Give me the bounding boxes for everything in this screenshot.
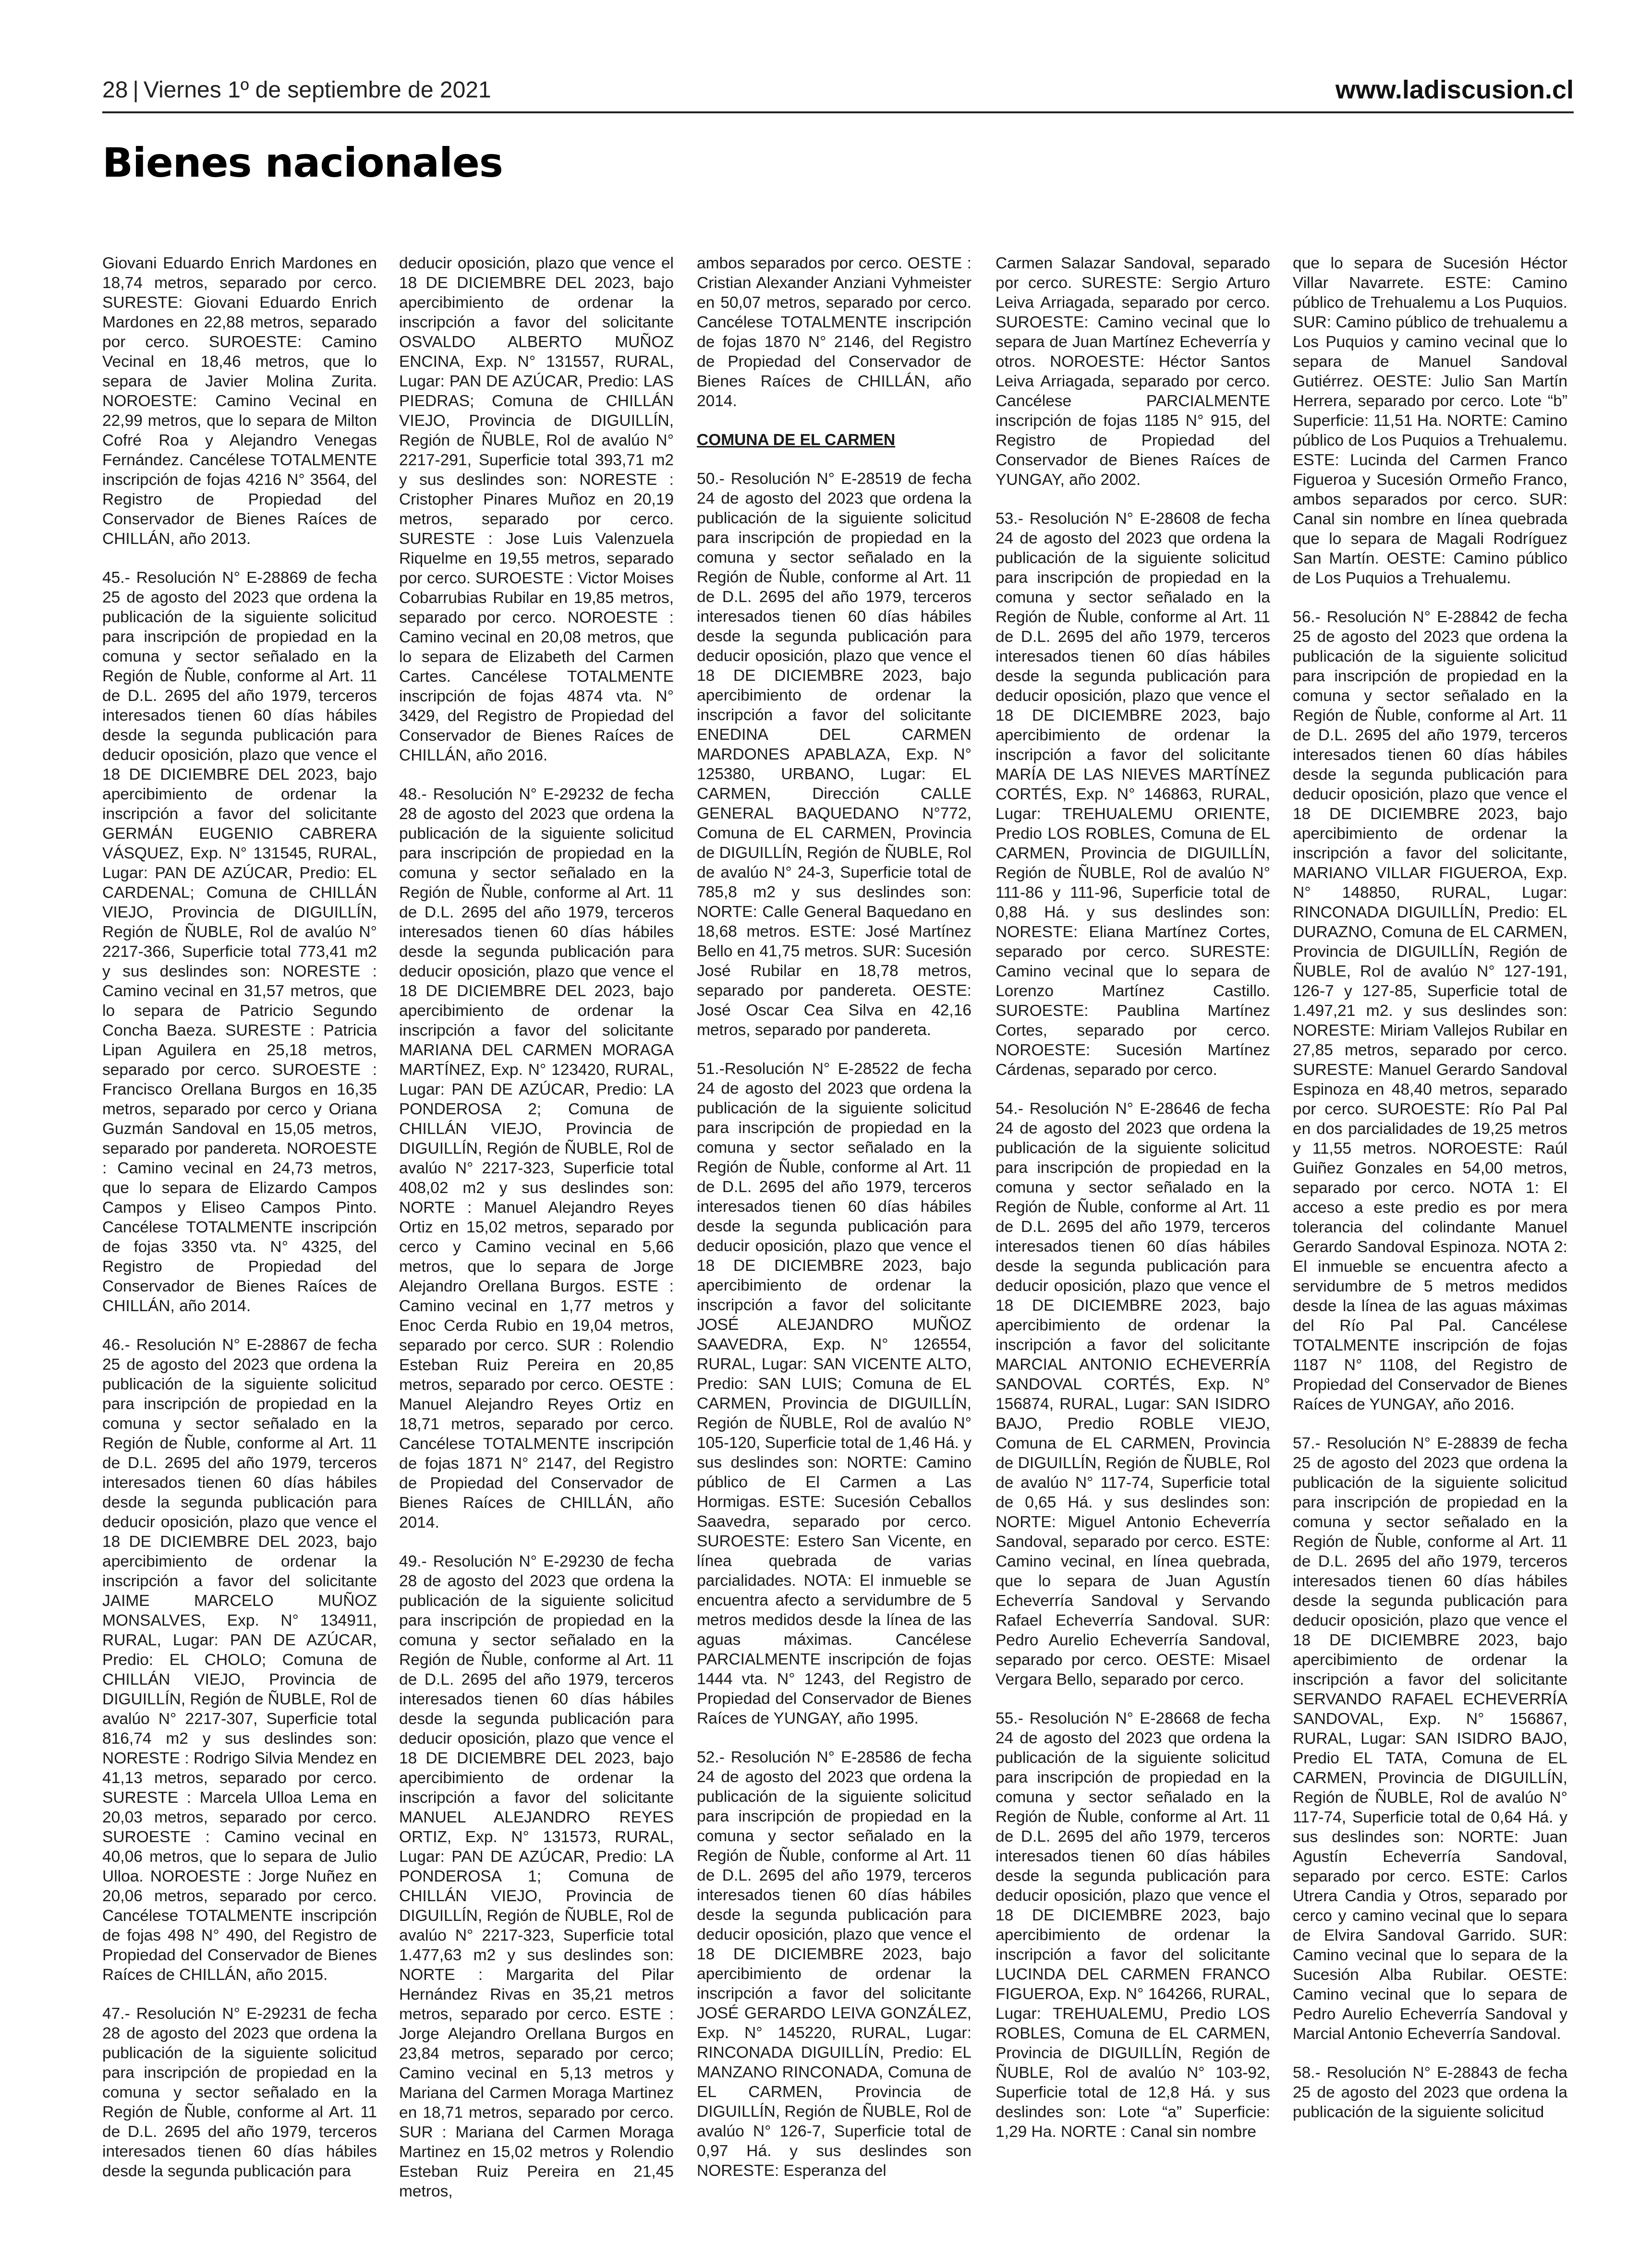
website-url[interactable]: www.ladiscusion.cl xyxy=(1335,75,1574,104)
notice-paragraph: que lo separa de Sucesión Héctor Villar Navarrete. ESTE: Camino público de Trehualemu a Los Puquios. SUR: Camino público de trehualemu a Los Puquios y camino vecinal que lo separa de Manuel Sandoval Gutiérrez. OESTE: Julio San Martín Herrera, separado por cerco. Lote “b” Superficie: 11,51 Ha. NORTE: Camino público de Los Puquios a Trehualemu. ESTE: Lucinda del Carmen Franco Figueroa y Sucesión Ormeño Franco, ambos separados por cerco. SUR: Canal sin nombre en línea quebrada que lo separa de Magali Rodríguez San Martín. OESTE: Camino público de Los Puquios a Trehualemu. xyxy=(1293,254,1567,587)
notice-paragraph: 48.- Resolución N° E-29232 de fecha 28 de agosto del 2023 que ordena la publicación de la siguiente solicitud para inscripción de propiedad en la comuna y sector señalado en la Región de Ñuble, conforme al Art. 11 de D.L. 2695 del año 1979, terceros interesados tienen 60 días hábiles desde la segunda publicación para deducir oposición, plazo que vence el 18 DE DICIEMBRE DEL 2023, bajo apercibimiento de ordenar la inscripción a favor del solicitante MARIANA DEL CARMEN MORAGA MARTÍNEZ, Exp. N° 123420, RURAL, Lugar: PAN DE AZÚCAR, Predio: LA PONDEROSA 2; Comuna de CHILLÁN VIEJO, Provincia de DIGUILLÍN, Región de ÑUBLE, Rol de avalúo N° 2217-323, Superficie total 408,02 m2 y sus deslindes son: NORTE : Manuel Alejandro Reyes Ortiz en 15,02 metros, separado por cerco y Camino vecinal en 5,66 metros, que lo separa de Jorge Alejandro Orellana Burgos. ESTE : Camino vecinal en 1,77 metros y Enoc Cerda Rubio en 19,04 metros, separado por cerco. SUR : Rolendio Esteban Ruiz Pereira en 20,85 metros, separado por cerco. OESTE : Manuel Alejandro Reyes Ortiz en 18,71 metros, separado por cerco. Cancélese TOTALMENTE inscripción de fojas 1871 N° 2147, del Registro de Propiedad del Conservador de Bienes Raíces de CHILLÁN, año 2014. xyxy=(399,785,674,1532)
notice-paragraph: 55.- Resolución N° E-28668 de fecha 24 de agosto del 2023 que ordena la publicación de la siguiente solicitud para inscripción de propiedad en la comuna y sector señalado en la Región de Ñuble, conforme al Art. 11 de D.L. 2695 del año 1979, terceros interesados tienen 60 días hábiles desde la segunda publicación para deducir oposición, plazo que vence el 18 DE DICIEMBRE 2023, bajo apercibimiento de ordenar la inscripción a favor del solicitante LUCINDA DEL CARMEN FRANCO FIGUEROA, Exp. N° 164266, RURAL, Lugar: TREHUALEMU, Predio LOS ROBLES, Comuna de EL CARMEN, Provincia de DIGUILLÍN, Región de ÑUBLE, Rol de avalúo N° 103-92, Superficie total de 12,8 Há. y sus deslindes son: Lote “a” Superficie: 1,29 Ha. NORTE : Canal sin nombre xyxy=(996,1710,1270,2141)
notice-paragraph: 56.- Resolución N° E-28842 de fecha 25 de agosto del 2023 que ordena la publicación de la siguiente solicitud para inscripción de propiedad en la comuna y sector señalado en la Región de Ñuble, conforme al Art. 11 de D.L. 2695 del año 1979, terceros interesados tienen 60 días hábiles desde la segunda publicación para deducir oposición, plazo que vence el 18 DE DICIEMBRE 2023, bajo apercibimiento de ordenar la inscripción a favor del solicitante, MARIANO VILLAR FIGUEROA, Exp. N° 148850, RURAL, Lugar: RINCONADA DIGUILLÍN, Predio: EL DURAZNO, Comuna de EL CARMEN, Provincia de DIGUILLÍN, Región de ÑUBLE, Rol de avalúo N° 127-191, 126-7 y 127-85, Superficie total de 1.497,21 m2. y sus deslindes son: NORESTE: Miriam Vallejos Rubilar en 27,85 metros, separado por cerco. SURESTE: Manuel Gerardo Sandoval Espinoza en 48,40 metros, separado por cerco. SUROESTE: Río Pal Pal en dos parcialidades de 19,25 metros y 11,55 metros. NOROESTE: Raúl Guiñez Gonzales en 54,00 metros, separado por cerco. NOTA 1: El acceso a este predio es por mera tolerancia del colindante Manuel Gerardo Sandoval Espinoza. NOTA 2: El inmueble se encuentra afecto a servidumbre de 5 metros medidos desde la línea de las aguas máximas del Río Pal Pal. Cancélese TOTALMENTE inscripción de fojas 1187 N° 1108, del Registro de Propiedad del Conservador de Bienes Raíces de YUNGAY, año 2016. xyxy=(1293,608,1567,1413)
notice-paragraph: Giovani Eduardo Enrich Mardones en 18,74 metros, separado por cerco. SURESTE: Giovani Eduardo Enrich Mardones en 22,88 metros, separado por cerco. SUROESTE: Camino Vecinal en 18,46 metros, que lo separa de Javier Molina Zurita. NOROESTE: Camino Vecinal en 22,99 metros, que lo separa de Milton Cofré Roa y Alejandro Venegas Fernández. Cancélese TOTALMENTE inscripción de fojas 4216 N° 3564, del Registro de Propiedad del Conservador de Bienes Raíces de CHILLÁN, año 2013. xyxy=(102,254,377,548)
column-5 xyxy=(1293,253,1567,2246)
notice-paragraph: 46.- Resolución N° E-28867 de fecha 25 de agosto del 2023 que ordena la publicación de la siguiente solicitud para inscripción de propiedad en la comuna y sector señalado en la Región de Ñuble, conforme al Art. 11 de D.L. 2695 del año 1979, terceros interesados tienen 60 días hábiles desde la segunda publicación para deducir oposición, plazo que vence el 18 DE DICIEMBRE DEL 2023, bajo apercibimiento de ordenar la inscripción a favor del solicitante JAIME MARCELO MUÑOZ MONSALVES, Exp. N° 134911, RURAL, Lugar: PAN DE AZÚCAR, Predio: EL CHOLO; Comuna de CHILLÁN VIEJO, Provincia de DIGUILLÍN, Región de ÑUBLE, Rol de avalúo N° 2217-307, Superficie total 816,74 m2 y sus deslindes son: NORESTE : Rodrigo Silvia Mendez en 41,13 metros, separado por cerco. SURESTE : Marcela Ulloa Lema en 20,03 metros, separado por cerco. SUROESTE : Camino vecinal en 40,06 metros, que lo separa de Julio Ulloa. NOROESTE : Jorge Nuñez en 20,06 metros, separado por cerco. Cancélese TOTALMENTE inscripción de fojas 498 N° 490, del Registro de Propiedad del Conservador de Bienes Raíces de CHILLÁN, año 2015. xyxy=(102,1336,377,1984)
notice-paragraph: Carmen Salazar Sandoval, separado por cerco. SURESTE: Sergio Arturo Leiva Arriagada, separado por cerco. SUROESTE: Camino vecinal que lo separa de Juan Martínez Echeverría y otros. NOROESTE: Héctor Santos Leiva Arriagada, separado por cerco. Cancélese PARCIALMENTE inscripción de fojas 1185 N° 915, del Registro de Propiedad del Conservador de Bienes Raíces de YUNGAY, año 2002. xyxy=(996,254,1270,489)
notice-paragraph: 54.- Resolución N° E-28646 de fecha 24 de agosto del 2023 que ordena la publicación de la siguiente solicitud para inscripción de propiedad en la comuna y sector señalado en la Región de Ñuble, conforme al Art. 11 de D.L. 2695 del año 1979, terceros interesados tienen 60 días hábiles desde la segunda publicación para deducir oposición, plazo que vence el 18 DE DICIEMBRE 2023, bajo apercibimiento de ordenar la inscripción a favor del solicitante MARCIAL ANTONIO ECHEVERRÍA SANDOVAL CORTÉS, Exp. N° 156874, RURAL, Lugar: SAN ISIDRO BAJO, Predio ROBLE VIEJO, Comuna de EL CARMEN, Provincia de DIGUILLÍN, Región de ÑUBLE, Rol de avalúo N° 117-74, Superficie total de 0,65 Há. y sus deslindes son: NORTE: Miguel Antonio Echeverría Sandoval, separado por cerco. ESTE: Camino vecinal, en línea quebrada, que lo separa de Juan Agustín Echeverría Sandoval y Servando Rafael Echeverría Sandoval. SUR: Pedro Aurelio Echeverría Sandoval, separado por cerco. OESTE: Misael Vergara Bello, separado por cerco. xyxy=(996,1100,1270,1689)
notice-paragraph: 58.- Resolución N° E-28843 de fecha 25 de agosto del 2023 que ordena la publicación de la siguiente solicitud xyxy=(1293,2064,1567,2121)
column-1 xyxy=(102,253,377,2246)
issue-date: Viernes 1º de septiembre de 2021 xyxy=(143,77,491,103)
commune-subheading: COMUNA DE EL CARMEN xyxy=(697,431,896,449)
notice-paragraph: ambos separados por cerco. OESTE : Cristian Alexander Anziani Vyhmeister en 50,07 metros, separado por cerco. Cancélese TOTALMENTE inscripción de fojas 1870 N° 2146, del Registro de Propiedad del Conservador de Bienes Raíces de CHILLÁN, año 2014. xyxy=(697,254,971,410)
notice-paragraph: 50.- Resolución N° E-28519 de fecha 24 de agosto del 2023 que ordena la publicación de la siguiente solicitud para inscripción de propiedad en la comuna y sector señalado en la Región de Ñuble, conforme al Art. 11 de D.L. 2695 del año 1979, terceros interesados tienen 60 días hábiles desde la segunda publicación para deducir oposición, plazo que vence el 18 DE DICIEMBRE 2023, bajo apercibimiento de ordenar la inscripción a favor del solicitante ENEDINA DEL CARMEN MARDONES APABLAZA, Exp. N° 125380, URBANO, Lugar: EL CARMEN, Dirección CALLE GENERAL BAQUEDANO N°772, Comuna de EL CARMEN, Provincia de DIGUILLÍN, Región de ÑUBLE, Rol de avalúo N° 24-3, Superficie total de 785,8 m2 y sus deslindes son: NORTE: Calle General Baquedano en 18,68 metros. ESTE: José Martínez Bello en 41,75 metros. SUR: Sucesión José Rubilar en 18,78 metros, separado por pandereta. OESTE: José Oscar Cea Silva en 42,16 metros, separado por pandereta. xyxy=(697,470,971,1039)
page-header-info xyxy=(102,77,491,103)
notice-paragraph: 45.- Resolución N° E-28869 de fecha 25 de agosto del 2023 que ordena la publicación de la siguiente solicitud para inscripción de propiedad en la comuna y sector señalado en la Región de Ñuble, conforme al Art. 11 de D.L. 2695 del año 1979, terceros interesados tienen 60 días hábiles desde la segunda publicación para deducir oposición, plazo que vence el 18 DE DICIEMBRE DEL 2023, bajo apercibimiento de ordenar la inscripción a favor del solicitante GERMÁN EUGENIO CABRERA VÁSQUEZ, Exp. N° 131545, RURAL, Lugar: PAN DE AZÚCAR, Predio: EL CARDENAL; Comuna de CHILLÁN VIEJO, Provincia de DIGUILLÍN, Región de ÑUBLE, Rol de avalúo N° 2217-366, Superficie total 773,41 m2 y sus deslindes son: NORESTE : Camino vecinal en 31,57 metros, que lo separa de Patricio Segundo Concha Baeza. SURESTE : Patricia Lipan Aguilera en 25,18 metros, separado por cerco. SUROESTE : Francisco Orellana Burgos en 16,35 metros, separado por cerco y Oriana Guzmán Sandoval en 15,05 metros, separado por pandereta. NOROESTE : Camino vecinal en 24,73 metros, que lo separa de Elizardo Campos Campos y Eliseo Campos Pinto. Cancélese TOTALMENTE inscripción de fojas 3350 vta. N° 4325, del Registro de Propiedad del Conservador de Bienes Raíces de CHILLÁN, año 2014. xyxy=(102,569,377,1315)
header-separator: | xyxy=(133,77,139,103)
notice-paragraph: 57.- Resolución N° E-28839 de fecha 25 de agosto del 2023 que ordena la publicación de la siguiente solicitud para inscripción de propiedad en la comuna y sector señalado en la Región de Ñuble, conforme al Art. 11 de D.L. 2695 del año 1979, terceros interesados tienen 60 días hábiles desde la segunda publicación para deducir oposición, plazo que vence el 18 DE DICIEMBRE 2023, bajo apercibimiento de ordenar la inscripción a favor del solicitante SERVANDO RAFAEL ECHEVERRÍA SANDOVAL, Exp. N° 156867, RURAL, Lugar: SAN ISIDRO BAJO, Predio EL TATA, Comuna de EL CARMEN, Provincia de DIGUILLÍN, Región de ÑUBLE, Rol de avalúo N° 117-74, Superficie total de 0,64 Há. y sus deslindes son: NORTE: Juan Agustín Echeverría Sandoval, separado por cerco. ESTE: Carlos Utrera Candia y Otros, separado por cerco y camino vecinal que lo separa de Elvira Sandoval Garrido. SUR: Camino vecinal que lo separa de la Sucesión Alba Rubilar. OESTE: Camino vecinal que lo separa de Pedro Aurelio Echeverría Sandoval y Marcial Antonio Echeverría Sandoval. xyxy=(1293,1435,1567,2043)
column-2 xyxy=(399,253,674,2246)
section-title: Bienes nacionales xyxy=(102,139,503,186)
column-3 xyxy=(697,253,971,2246)
notice-paragraph: 49.- Resolución N° E-29230 de fecha 28 de agosto del 2023 que ordena la publicación de la siguiente solicitud para inscripción de propiedad en la comuna y sector señalado en la Región de Ñuble, conforme al Art. 11 de D.L. 2695 del año 1979, terceros interesados tienen 60 días hábiles desde la segunda publicación para deducir oposición, plazo que vence el 18 DE DICIEMBRE DEL 2023, bajo apercibimiento de ordenar la inscripción a favor del solicitante MANUEL ALEJANDRO REYES ORTIZ, Exp. N° 131573, RURAL, Lugar: PAN DE AZÚCAR, Predio: LA PONDEROSA 1; Comuna de CHILLÁN VIEJO, Provincia de DIGUILLÍN, Región de ÑUBLE, Rol de avalúo N° 2217-323, Superficie total 1.477,63 m2 y sus deslindes son: NORTE : Margarita del Pilar Hernández Rivas en 35,21 metros metros, separado por cerco. ESTE : Jorge Alejandro Orellana Burgos en 23,84 metros, separado por cerco; Camino vecinal en 5,13 metros y Mariana del Carmen Moraga Martinez en 18,71 metros, separado por cerco. SUR : Mariana del Carmen Moraga Martinez en 15,02 metros y Rolendio Esteban Ruiz Pereira en 21,45 metros, xyxy=(399,1553,674,2200)
notice-paragraph: 53.- Resolución N° E-28608 de fecha 24 de agosto del 2023 que ordena la publicación de la siguiente solicitud para inscripción de propiedad en la comuna y sector señalado en la Región de Ñuble, conforme al Art. 11 de D.L. 2695 del año 1979, terceros interesados tienen 60 días hábiles desde la segunda publicación para deducir oposición, plazo que vence el 18 DE DICIEMBRE 2023, bajo apercibimiento de ordenar la inscripción a favor del solicitante MARÍA DE LAS NIEVES MARTÍNEZ CORTÉS, Exp. N° 146863, RURAL, Lugar: TREHUALEMU ORIENTE, Predio LOS ROBLES, Comuna de EL CARMEN, Provincia de DIGUILLÍN, Región de ÑUBLE, Rol de avalúo N° 111-86 y 111-96, Superficie total de 0,88 Há. y sus deslindes son: NORESTE: Eliana Martínez Cortes, separado por cerco. SURESTE: Camino vecinal que lo separa de Lorenzo Martínez Castillo. SUROESTE: Paublina Martínez Cortes, separado por cerco. NOROESTE: Sucesión Martínez Cárdenas, separado por cerco. xyxy=(996,510,1270,1079)
notice-paragraph: 51.-Resolución N° E-28522 de fecha 24 de agosto del 2023 que ordena la publicación de la siguiente solicitud para inscripción de propiedad en la comuna y sector señalado en la Región de Ñuble, conforme al Art. 11 de D.L. 2695 del año 1979, terceros interesados tienen 60 días hábiles desde la segunda publicación para deducir oposición, plazo que vence el 18 DE DICIEMBRE 2023, bajo apercibimiento de ordenar la inscripción a favor del solicitante JOSÉ ALEJANDRO MUÑOZ SAAVEDRA, Exp. N° 126554, RURAL, Lugar: SAN VICENTE ALTO, Predio: SAN LUIS; Comuna de EL CARMEN, Provincia de DIGUILLÍN, Región de ÑUBLE, Rol de avalúo N° 105-120, Superficie total de 1,46 Há. y sus deslindes son: NORTE: Camino público de El Carmen a Las Hormigas. ESTE: Sucesión Ceballos Saavedra, separado por cerco. SUROESTE: Estero San Vicente, en línea quebrada de varias parcialidades. NOTA: El inmueble se encuentra afecto a servidumbre de 5 metros medidos desde la línea de las aguas máximas. Cancélese PARCIALMENTE inscripción de fojas 1444 vta. N° 1243, del Registro de Propiedad del Conservador de Bienes Raíces de YUNGAY, año 1995. xyxy=(697,1060,971,1727)
header-rule xyxy=(102,111,1574,113)
page-number: 28 xyxy=(102,77,128,103)
notice-paragraph: 47.- Resolución N° E-29231 de fecha 28 de agosto del 2023 que ordena la publicación de la siguiente solicitud para inscripción de propiedad en la comuna y sector señalado en la Región de Ñuble, conforme al Art. 11 de D.L. 2695 del año 1979, terceros interesados tienen 60 días hábiles desde la segunda publicación para xyxy=(102,2005,377,2180)
column-4 xyxy=(996,253,1270,2246)
notice-paragraph: deducir oposición, plazo que vence el 18 DE DICIEMBRE DEL 2023, bajo apercibimiento de ordenar la inscripción a favor del solicitante OSVALDO ALBERTO MUÑOZ ENCINA, Exp. N° 131557, RURAL, Lugar: PAN DE AZÚCAR, Predio: LAS PIEDRAS; Comuna de CHILLÁN VIEJO, Provincia de DIGUILLÍN, Región de ÑUBLE, Rol de avalúo N° 2217-291, Superficie total 393,71 m2 y sus deslindes son: NORESTE : Cristopher Pinares Muñoz en 20,19 metros, separado por cerco. SURESTE : Jose Luis Valenzuela Riquelme en 19,55 metros, separado por cerco. SUROESTE : Victor Moises Cobarrubias Rubilar en 19,85 metros, separado por cerco. NOROESTE : Camino vecinal en 20,08 metros, que lo separa de Elizabeth del Carmen Cartes. Cancélese TOTALMENTE inscripción de fojas 4874 vta. N° 3429, del Registro de Propiedad del Conservador de Bienes Raíces de CHILLÁN, año 2016. xyxy=(399,254,674,764)
notice-paragraph: 52.- Resolución N° E-28586 de fecha 24 de agosto del 2023 que ordena la publicación de la siguiente solicitud para inscripción de propiedad en la comuna y sector señalado en la Región de Ñuble, conforme al Art. 11 de D.L. 2695 del año 1979, terceros interesados tienen 60 días hábiles desde la segunda publicación para deducir oposición, plazo que vence el 18 DE DICIEMBRE 2023, bajo apercibimiento de ordenar la inscripción a favor del solicitante JOSÉ GERARDO LEIVA GONZÁLEZ, Exp. N° 145220, RURAL, Lugar: RINCONADA DIGUILLÍN, Predio: EL MANZANO RINCONADA, Comuna de EL CARMEN, Provincia de DIGUILLÍN, Región de ÑUBLE, Rol de avalúo N° 126-7, Superficie total de 0,97 Há. y sus deslindes son NORESTE: Esperanza del xyxy=(697,1749,971,2180)
